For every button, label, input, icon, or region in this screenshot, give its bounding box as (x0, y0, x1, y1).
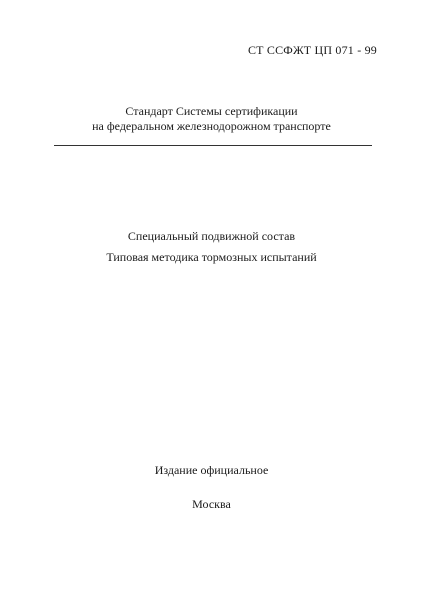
header-line-2: на федеральном железнодорожном транспорте (92, 119, 331, 133)
header-divider (54, 145, 372, 146)
document-subject: Специальный подвижной состав (127, 229, 296, 243)
edition-label: Издание официальное (154, 463, 269, 477)
document-title: Типовая методика тормозных испытаний (106, 250, 317, 264)
publication-city: Москва (192, 497, 231, 511)
standard-header (0, 104, 423, 134)
standard-code: СТ ССФЖТ ЦП 071 - 99 (247, 43, 377, 57)
header-line-1: Стандарт Системы сертификации (125, 104, 298, 118)
